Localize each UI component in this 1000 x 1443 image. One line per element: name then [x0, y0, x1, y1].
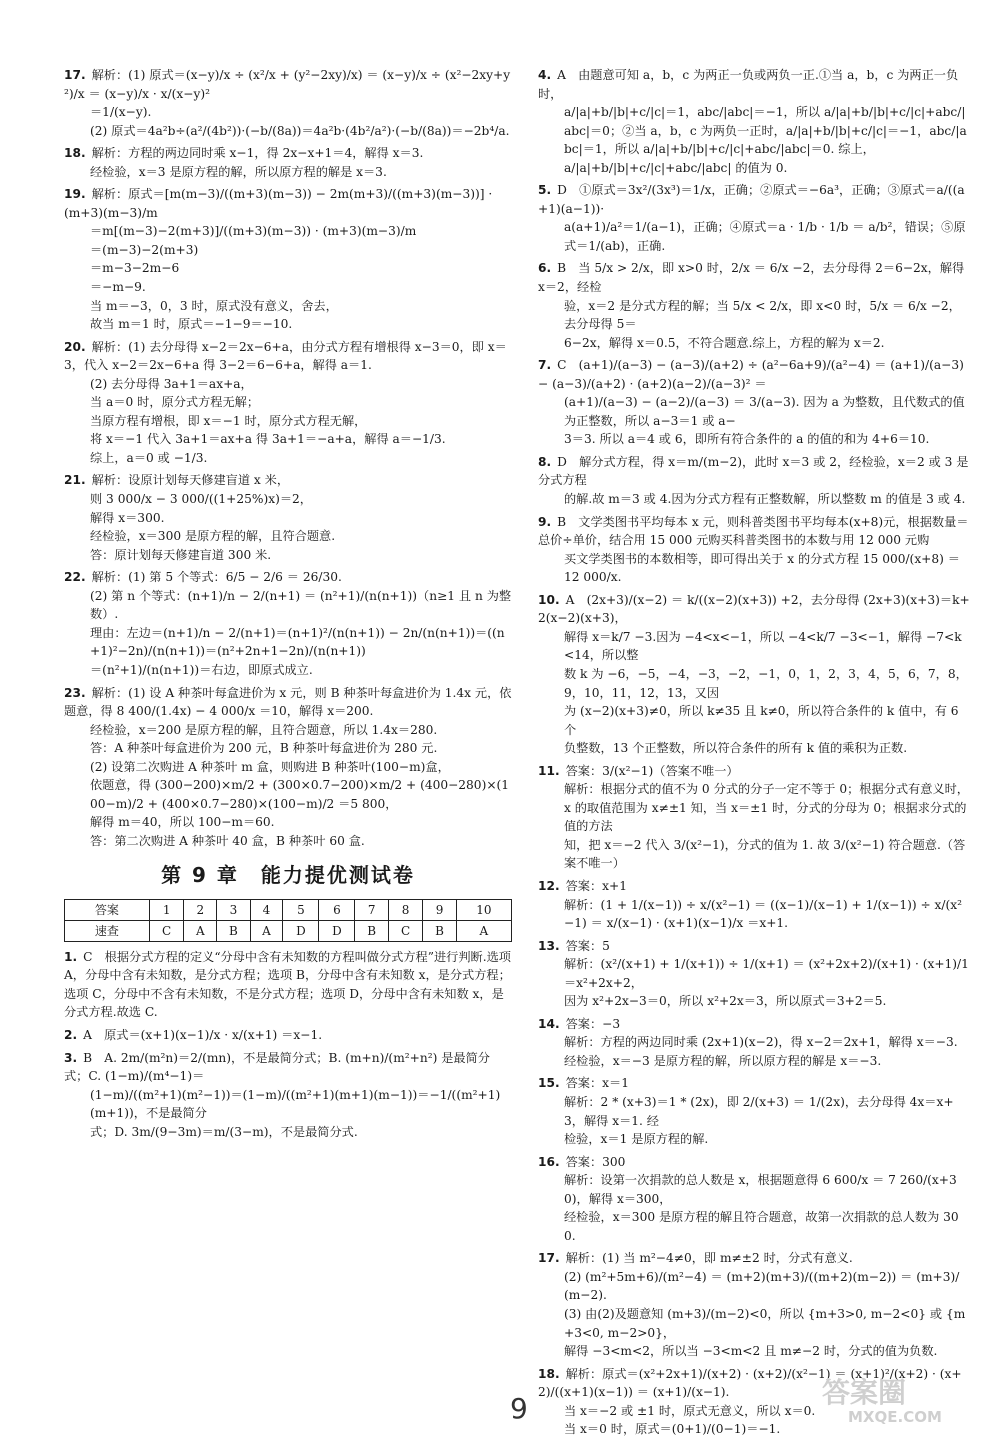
answer-letter-cell: A	[184, 920, 217, 941]
solution-text: 理由：左边＝(n+1)/n − 2/(n+1)＝(n+1)²/(n(n+1)) − 2n/(n(n+1))＝((n+1)²−2n)/(n(n+1))＝(n²+2n+1−2n)/(n(n+1))	[90, 625, 505, 659]
solution-text: (2) 原式＝4a²b÷(a²/(4b²))·(−b/(8a))＝4a²b·(4b²/a²)·(−b/(8a))＝−2b⁴/a.	[90, 123, 510, 138]
solution-line	[538, 762, 970, 781]
solution-item	[538, 453, 970, 509]
solution-line	[64, 546, 512, 565]
solution-text: 答案：300	[565, 1154, 626, 1169]
solution-text: 检验，x＝1 是原方程的解.	[564, 1132, 709, 1147]
solution-text: 解得 x＝300.	[90, 510, 165, 525]
question-number: 15.	[538, 1076, 560, 1091]
solution-line	[538, 430, 970, 449]
solution-item	[538, 1249, 970, 1360]
solution-line	[64, 948, 512, 1022]
solution-line	[64, 278, 512, 297]
solution-item	[538, 356, 970, 449]
solution-text: A 原式＝(x+1)(x−1)/x · x/(x+1) ＝x−1.	[83, 1028, 323, 1042]
solution-line	[538, 780, 970, 836]
answer-letter-cell: B	[423, 920, 456, 941]
question-number: 8.	[538, 454, 552, 469]
question-number: 4.	[538, 68, 552, 82]
solution-text: ＝m[(m−3)−2(m+3)]/((m+3)(m−3)) · (m+3)(m−3)/m	[90, 224, 417, 239]
question-number: 22.	[64, 570, 86, 585]
solution-line	[538, 1015, 970, 1034]
solution-line	[538, 550, 970, 587]
solution-item	[538, 762, 970, 873]
answer-letter-cell: D	[319, 920, 355, 941]
solution-text: (3) 由(2)及题意知 (m+3)/(m−2)<0，所以 {m+3>0, m−2<0} 或 {m+3<0, m−2>0}，	[564, 1307, 966, 1340]
watermark-text: 答案圈	[822, 1376, 907, 1409]
solution-item	[538, 937, 970, 1011]
solution-line	[64, 222, 512, 241]
solution-text: 答：第二次购进 A 种茶叶 40 盒，B 种茶叶 60 盒.	[90, 833, 365, 848]
solution-item	[538, 513, 970, 587]
solution-line	[64, 624, 512, 661]
solution-text: 解析：原式＝(x²+2x+1)/(x+2) · (x+2)/(x²−1) ＝ (x+1)²/(x+2) · (x+2)/((x+1)(x−1)) ＝ (x+1)/(x−1).	[538, 1366, 962, 1400]
solution-text: ＝m−3−2m−6	[90, 261, 180, 276]
solution-line	[64, 776, 512, 813]
solution-line	[64, 315, 512, 334]
solution-item	[538, 877, 970, 933]
solution-item	[64, 948, 512, 1022]
solution-item	[64, 185, 512, 333]
solution-text: 解析：设第一次捐款的总人数是 x，根据题意得 6 600/x ＝ 7 260/(x+30)，解得 x＝300，	[564, 1173, 957, 1206]
question-number: 5.	[538, 183, 552, 198]
solution-item	[64, 684, 512, 851]
answer-number-cell: 10	[456, 899, 511, 920]
solution-item	[538, 66, 970, 177]
solution-text: 数 k 为 −6，−5，−4，−3，−2，−1，0，1，2，3，4，5，6，7，8，9，10，11，12，13，又因	[564, 666, 968, 700]
solution-line	[64, 527, 512, 546]
solution-line	[538, 356, 970, 393]
solution-text: 式；D. 3m/(9−3m)＝m/(3−m)，不是最简分式.	[90, 1124, 358, 1139]
solution-text: 解析：(1) 第 5 个等式：6/5 − 2/6 ＝ 26/30.	[91, 570, 342, 585]
solution-text: 解析：设原计划每天修建盲道 x 米，	[91, 473, 290, 488]
solution-text: 则 3 000/x − 3 000/((1+25%)x)＝2，	[90, 492, 312, 507]
solution-text: 解析：方程的两边同时乘 x−1，得 2x−x+1＝4，解得 x＝3.	[91, 146, 424, 161]
solution-text: ＝(n²+1)/(n(n+1))＝右边，即原式成立.	[90, 662, 313, 677]
solution-text: 解析：根据分式的值不为 0 分式的分子一定不等于 0；根据分式有意义时，x 的取值范围为 x≠±1 知，当 x＝±1 时，分式的分母为 0；根据求分式的值的方法	[564, 782, 969, 834]
solution-text: (a+1)/(a−3) − (a−2)/(a−3) ＝ 3/(a−3). 因为 a 为整数，且代数式的值为正整数，所以 a−3＝1 或 a−	[564, 395, 965, 428]
solution-text: 解得 x＝k/7 −3.因为 −4<x<−1，所以 −4<k/7 −3<−1，解得 −7<k<14，所以整	[564, 629, 962, 663]
solution-item	[538, 181, 970, 255]
solution-line	[538, 1153, 970, 1172]
solution-text: 答案：x＝1	[565, 1076, 629, 1091]
solution-item	[64, 1049, 512, 1142]
solution-line	[538, 628, 970, 665]
solution-line	[64, 430, 512, 449]
solution-line	[64, 375, 512, 394]
solution-line	[64, 661, 512, 680]
answer-number-cell: 1	[149, 899, 184, 920]
solution-text: 解析：(1) 原式＝(x−y)/x ÷ (x²/x + (y²−2xy)/x) ＝ (x−y)/x ÷ (x²−2xy+y²)/x ＝ (x−y)/x · x/(x−y)²	[64, 68, 511, 101]
solution-line	[64, 163, 512, 182]
solution-text: C 根据分式方程的定义“分母中含有未知数的方程叫做分式方程”进行判断.选项 A，分母中含有未知数，是分式方程；选项 B，分母中含有未知数 x，是分式方程；选项 C，分母中不含有未知数，不是分式方程；选项 D，分母中含有未知数 x，是分式方程.故选 C.	[64, 949, 511, 1020]
solution-line	[64, 1086, 512, 1123]
solution-text: 解析：方程的两边同时乘 (2x+1)(x−2)，得 x−2＝2x+1，解得 x＝−3. 经检验，x＝−3 是原方程的解，所以原方程的解是 x＝−3.	[564, 1035, 958, 1068]
question-number: 12.	[538, 878, 560, 893]
solution-item	[538, 591, 970, 758]
solution-text: B A. 2m/(m²n)＝2/(mn)，不是最简分式；B. (m+n)/(m²+n²) 是最简分式；C. (1−m)/(m⁴−1)＝	[64, 1050, 490, 1084]
solution-line	[538, 992, 970, 1011]
solution-line	[538, 66, 970, 103]
question-number: 18.	[64, 146, 86, 161]
solution-line	[538, 1171, 970, 1208]
solution-line	[538, 877, 970, 896]
solution-text: 答案：3/(x²−1)（答案不唯一）	[565, 763, 739, 778]
solution-line	[64, 813, 512, 832]
solution-text: 解析：(1 + 1/(x−1)) ÷ x/(x²−1) ＝ ((x−1)/(x−1) + 1/(x−1)) ÷ x/(x²−1) ＝ x/(x−1) · (x+1)(x−1)/x ＝x+1.	[564, 897, 963, 931]
answer-letter-cell: C	[388, 920, 423, 941]
solution-text: 解析：2 * (x+3)＝1 * (2x)，即 2/(x+3) ＝ 1/(2x)，去分母得 4x＝x+3，解得 x＝1. 经	[564, 1094, 954, 1128]
solution-text: 答：原计划每天修建盲道 300 米.	[90, 547, 272, 562]
solution-line	[538, 1130, 970, 1149]
solution-text: 当 x＝0 时，原式＝(0+1)/(0−1)＝−1.	[564, 1422, 781, 1437]
question-number: 16.	[538, 1154, 560, 1169]
solution-line	[538, 490, 970, 509]
solution-text: 经检验，x＝3 是原方程的解，所以原方程的解是 x＝3.	[90, 164, 387, 179]
answer-number-cell: 6	[319, 899, 355, 920]
chapter-title: 第 9 章 能力提优测试卷	[161, 863, 415, 888]
answer-number-cell: 9	[423, 899, 456, 920]
question-number: 23.	[64, 685, 86, 700]
answer-number-cell: 8	[388, 899, 423, 920]
solution-text: (2) (m²+5m+6)/(m²−4) ＝ (m+2)(m+3)/((m+2)(m−2)) ＝ (m+3)/(m−2).	[564, 1269, 960, 1303]
answer-letter-cell: C	[149, 920, 184, 941]
answer-number-cell: 7	[355, 899, 388, 920]
solution-text: 3＝3. 所以 a＝4 或 6，即所有符合条件的 a 的值的和为 4+6＝10.	[564, 432, 930, 447]
solution-text: A 由题意可知 a，b，c 为两正一负或两负一正.①当 a，b，c 为两正一负时，	[538, 68, 959, 101]
solution-text: 答案：−3	[565, 1016, 621, 1031]
solution-line	[538, 896, 970, 933]
solution-item	[64, 66, 512, 140]
solution-text: 故当 m＝1 时，原式＝−1−9＝−10.	[90, 317, 293, 332]
solution-item	[64, 144, 512, 181]
solution-item	[538, 1074, 970, 1148]
solution-text: 为 (x−2)(x+3)≠0，所以 k≠35 且 k≠0，所以符合条件的 k 值中，有 6 个	[564, 704, 959, 737]
solution-text: 当原方程有增根，即 x＝−1 时，原分式方程无解，	[90, 413, 367, 428]
solution-line	[538, 513, 970, 550]
solution-text: 答：A 种茶叶每盒进价为 200 元，B 种茶叶每盒进价为 280 元.	[90, 741, 438, 756]
solution-line	[538, 1268, 970, 1305]
solution-text: 解析：原式＝[m(m−3)/((m+3)(m−3)) − 2m(m+3)/((m+3)(m−3))] · (m+3)(m−3)/m	[64, 187, 493, 220]
solution-item	[64, 568, 512, 679]
solution-line	[64, 66, 512, 103]
solution-text: (2) 第 n 个等式：(n+1)/n − 2/(n+1) ＝ (n²+1)/(n(n+1))（n≥1 且 n 为整数）.	[90, 588, 512, 622]
solution-line	[64, 832, 512, 851]
solution-text: 经检验，x＝200 是原方程的解，且符合题意，所以 1.4x＝280.	[90, 722, 438, 737]
solution-text: a/|a|+b/|b|+c/|c|+abc/|abc| 的值为 0.	[564, 160, 788, 175]
question-number: 9.	[538, 514, 552, 529]
solution-text: (2) 去分母得 3a+1＝ax+a，	[90, 376, 253, 391]
solution-line	[64, 259, 512, 278]
solution-line	[538, 955, 970, 992]
solution-line	[64, 449, 512, 468]
solution-text: B 当 5/x > 2/x，即 x>0 时，2/x ＝ 6/x −2，去分母得 2＝6−2x，解得 x＝2，经检	[538, 261, 965, 295]
solution-text: 将 x＝−1 代入 3a+1＝ax+a 得 3a+1＝−a+a，解得 a＝−1/3.	[90, 432, 446, 447]
solution-line	[64, 338, 512, 375]
solution-line	[538, 702, 970, 739]
solution-text: (1−m)/((m²+1)(m²−1))＝(1−m)/((m²+1)(m+1)(m−1))＝−1/((m²+1)(m+1))，不是最简分	[90, 1087, 501, 1121]
question-number: 17.	[538, 1251, 560, 1266]
solution-text: 解析：(1) 去分母得 x−2＝2x−6+a，由分式方程有增根得 x−3＝0，即 x＝3，代入 x−2＝2x−6+a 得 3−2＝6−6+a，解得 a＝1.	[64, 339, 507, 373]
solution-text: 经检验，x＝300 是原方程的解，且符合题意.	[90, 529, 336, 544]
solution-text: a(a+1)/a²＝1/(a−1)，正确；④原式＝a · 1/b · 1/b ＝ a/b²，错误；⑤原式＝1/(ab)，正确.	[564, 220, 966, 253]
solution-text: 负整数，13 个正整数，所以符合条件的所有 k 值的乘积为正数.	[564, 741, 908, 756]
solution-line	[538, 181, 970, 218]
solution-text: ＝1/(x−y).	[90, 105, 152, 120]
solution-line	[64, 471, 512, 490]
solution-text: 解得 m＝40，所以 100−m＝60.	[90, 815, 275, 830]
solution-line	[538, 1093, 970, 1130]
question-number: 19.	[64, 187, 86, 202]
solution-line	[64, 758, 512, 777]
solution-line	[538, 1208, 970, 1245]
solution-item	[64, 471, 512, 564]
solution-text: a/|a|+b/|b|+c/|c|＝1，abc/|abc|＝−1，所以 a/|a|+b/|b|+c/|c|+abc/|abc|＝0；②当 a，b，c 为两负一正时，a/|a|+b/|b|+c/|c|＝−1，abc/|abc|＝1，所以 a/|a|+b/|b|+c/|c|+abc/|abc|＝0. 综上，	[564, 105, 967, 157]
solution-item	[64, 1026, 512, 1045]
solution-line	[538, 1249, 970, 1268]
solution-line	[538, 297, 970, 334]
solution-text: D 解分式方程，得 x＝m/(m−2)，此时 x＝3 或 2，经检验，x＝2 或 3 是分式方程	[538, 454, 969, 488]
solution-line	[538, 393, 970, 430]
solution-line	[64, 1026, 512, 1045]
answer-letter-cell: B	[355, 920, 388, 941]
solution-line	[538, 937, 970, 956]
solution-line	[64, 144, 512, 163]
solution-line	[538, 1074, 970, 1093]
solution-line	[64, 587, 512, 624]
solution-line	[64, 1123, 512, 1142]
answer-number-cell: 5	[283, 899, 319, 920]
solution-text: 综上，a＝0 或 −1/3.	[90, 450, 208, 465]
solution-text: ＝−m−9.	[90, 280, 146, 295]
right-column	[538, 66, 970, 1443]
watermark-subtext: MXQE.COM	[848, 1408, 942, 1426]
solution-line	[64, 241, 512, 260]
answer-number-cell: 3	[217, 899, 250, 920]
solution-text: 知，把 x＝−2 代入 3/(x²−1)，分式的值为 1. 故 3/(x²−1) 符合题意.（答案不唯一）	[564, 837, 966, 871]
solution-line	[64, 103, 512, 122]
solution-line	[538, 103, 970, 159]
solution-item	[64, 338, 512, 468]
solution-line	[538, 453, 970, 490]
solution-line	[538, 665, 970, 702]
answer-number-cell: 4	[250, 899, 283, 920]
solution-line	[538, 259, 970, 296]
solution-line	[538, 591, 970, 628]
solution-text: 解析：(1) 当 m²−4≠0，即 m≠±2 时，分式有意义.	[565, 1251, 853, 1266]
left-column	[64, 66, 512, 1145]
solution-line	[64, 684, 512, 721]
solution-line	[64, 412, 512, 431]
solution-text: ＝(m−3)−2(m+3)	[90, 242, 199, 257]
solution-line	[538, 836, 970, 873]
solution-item	[538, 1153, 970, 1246]
solution-item	[538, 1015, 970, 1071]
solution-text: 答案：x+1	[565, 878, 627, 893]
solution-text: (2) 设第二次购进 A 种茶叶 m 盒，则购进 B 种茶叶(100−m)盒，	[90, 759, 450, 774]
solution-text: D ①原式＝3x²/(3x³)＝1/x，正确；②原式＝−6a³，正确；③原式＝a/((a+1)(a−1))·	[538, 183, 965, 216]
solution-line	[538, 1305, 970, 1342]
answer-table-label: 答案	[65, 899, 150, 920]
question-number: 13.	[538, 938, 560, 953]
answer-letter-cell: D	[283, 920, 319, 941]
solution-text: 经检验，x＝300 是原方程的解且符合题意，故第一次捐款的总人数为 300.	[564, 1210, 959, 1243]
question-number: 20.	[64, 339, 86, 354]
watermark-logo	[818, 1372, 986, 1426]
solution-text: 解析：(1) 设 A 种茶叶每盒进价为 x 元，则 B 种茶叶每盒进价为 1.4x 元，依题意，得 8 400/(1.4x) − 4 000/x ＝10，解得 x＝200.	[64, 685, 512, 719]
solution-text: 当 a＝0 时，原分式方程无解；	[90, 395, 260, 410]
solution-line	[64, 568, 512, 587]
solution-text: 当 m＝−3，0，3 时，原式没有意义，舍去，	[90, 298, 338, 313]
solution-line	[64, 297, 512, 316]
question-number: 18.	[538, 1366, 560, 1381]
answer-number-cell: 2	[184, 899, 217, 920]
solution-line	[64, 122, 512, 141]
solution-text: B 文学类图书平均每本 x 元，则科普类图书平均每本(x+8)元，根据数量＝总价÷单价，结合用 15 000 元购买科普类图书的本数与用 12 000 元购	[538, 514, 969, 548]
question-number: 21.	[64, 473, 86, 488]
solution-text: 当 x＝−2 或 ±1 时，原式无意义，所以 x＝0.	[564, 1403, 816, 1418]
answer-table-label: 速查	[65, 920, 150, 941]
question-number: 7.	[538, 358, 552, 373]
solution-text: 买文学类图书的本数相等，即可得出关于 x 的分式方程 15 000/(x+8) ＝ 12 000/x.	[564, 551, 960, 585]
question-number: 11.	[538, 763, 560, 778]
solution-text: 的解.故 m＝3 或 4.因为分式方程有正整数解，所以整数 m 的值是 3 或 4.	[564, 492, 966, 507]
page-number: 9	[510, 1392, 528, 1425]
solution-line	[64, 1049, 512, 1086]
question-number: 2.	[64, 1028, 78, 1042]
solution-line	[64, 509, 512, 528]
solution-line	[538, 159, 970, 178]
solution-text: 验，x＝2 是分式方程的解；当 5/x < 2/x，即 x<0 时，5/x ＝ 6/x −2，去分母得 5＝	[564, 298, 961, 332]
solution-line	[64, 739, 512, 758]
question-number: 1.	[64, 949, 78, 964]
solution-line	[538, 334, 970, 353]
answer-table	[64, 899, 512, 942]
solution-line	[64, 185, 512, 222]
solution-text: 因为 x²+2x−3＝0，所以 x²+2x＝3，所以原式＝3+2＝5.	[564, 994, 887, 1009]
solution-text: 解得 −3<m<2，所以当 −3<m<2 且 m≠−2 时，分式的值为负数.	[564, 1344, 938, 1359]
question-number: 6.	[538, 261, 552, 276]
solution-line	[538, 218, 970, 255]
question-number: 3.	[64, 1050, 78, 1065]
solution-line	[538, 739, 970, 758]
solution-text: A (2x+3)/(x−2) ＝ k/((x−2)(x+3)) +2，去分母得 (2x+3)(x+3)＝k+2(x−2)(x+3)，	[538, 592, 970, 626]
solution-text: 答案：5	[565, 938, 610, 953]
solution-line	[64, 393, 512, 412]
solution-line	[538, 1033, 970, 1070]
question-number: 17.	[64, 68, 86, 82]
solution-line	[64, 721, 512, 740]
solution-text: 解析：(x²/(x+1) + 1/(x+1)) ÷ 1/(x+1) ＝ (x²+2x+2)/(x+1) · (x+1)/1 ＝x²+2x+2，	[564, 957, 969, 990]
answer-letter-cell: A	[250, 920, 283, 941]
solution-line	[538, 1342, 970, 1361]
solution-item	[538, 259, 970, 352]
solution-text: C (a+1)/(a−3) − (a−3)/(a+2) ÷ (a²−6a+9)/(a²−4) ＝ (a+1)/(a−3) − (a−3)/(a+2) · (a+2)(a−2)/(a−3)² ＝	[538, 358, 964, 391]
solution-text: 依题意，得 (300−200)×m/2 + (300×0.7−200)×m/2 + (400−280)×(100−m)/2 + (400×0.7−280)×(100−m)/2 ＝5 800，	[90, 778, 510, 811]
solution-text: 6−2x，解得 x＝0.5，不符合题意.综上，方程的解为 x＝2.	[564, 335, 885, 350]
question-number: 10.	[538, 592, 560, 607]
question-number: 14.	[538, 1016, 560, 1031]
answer-letter-cell: A	[456, 920, 511, 941]
solution-line	[64, 490, 512, 509]
answer-letter-cell: B	[217, 920, 250, 941]
